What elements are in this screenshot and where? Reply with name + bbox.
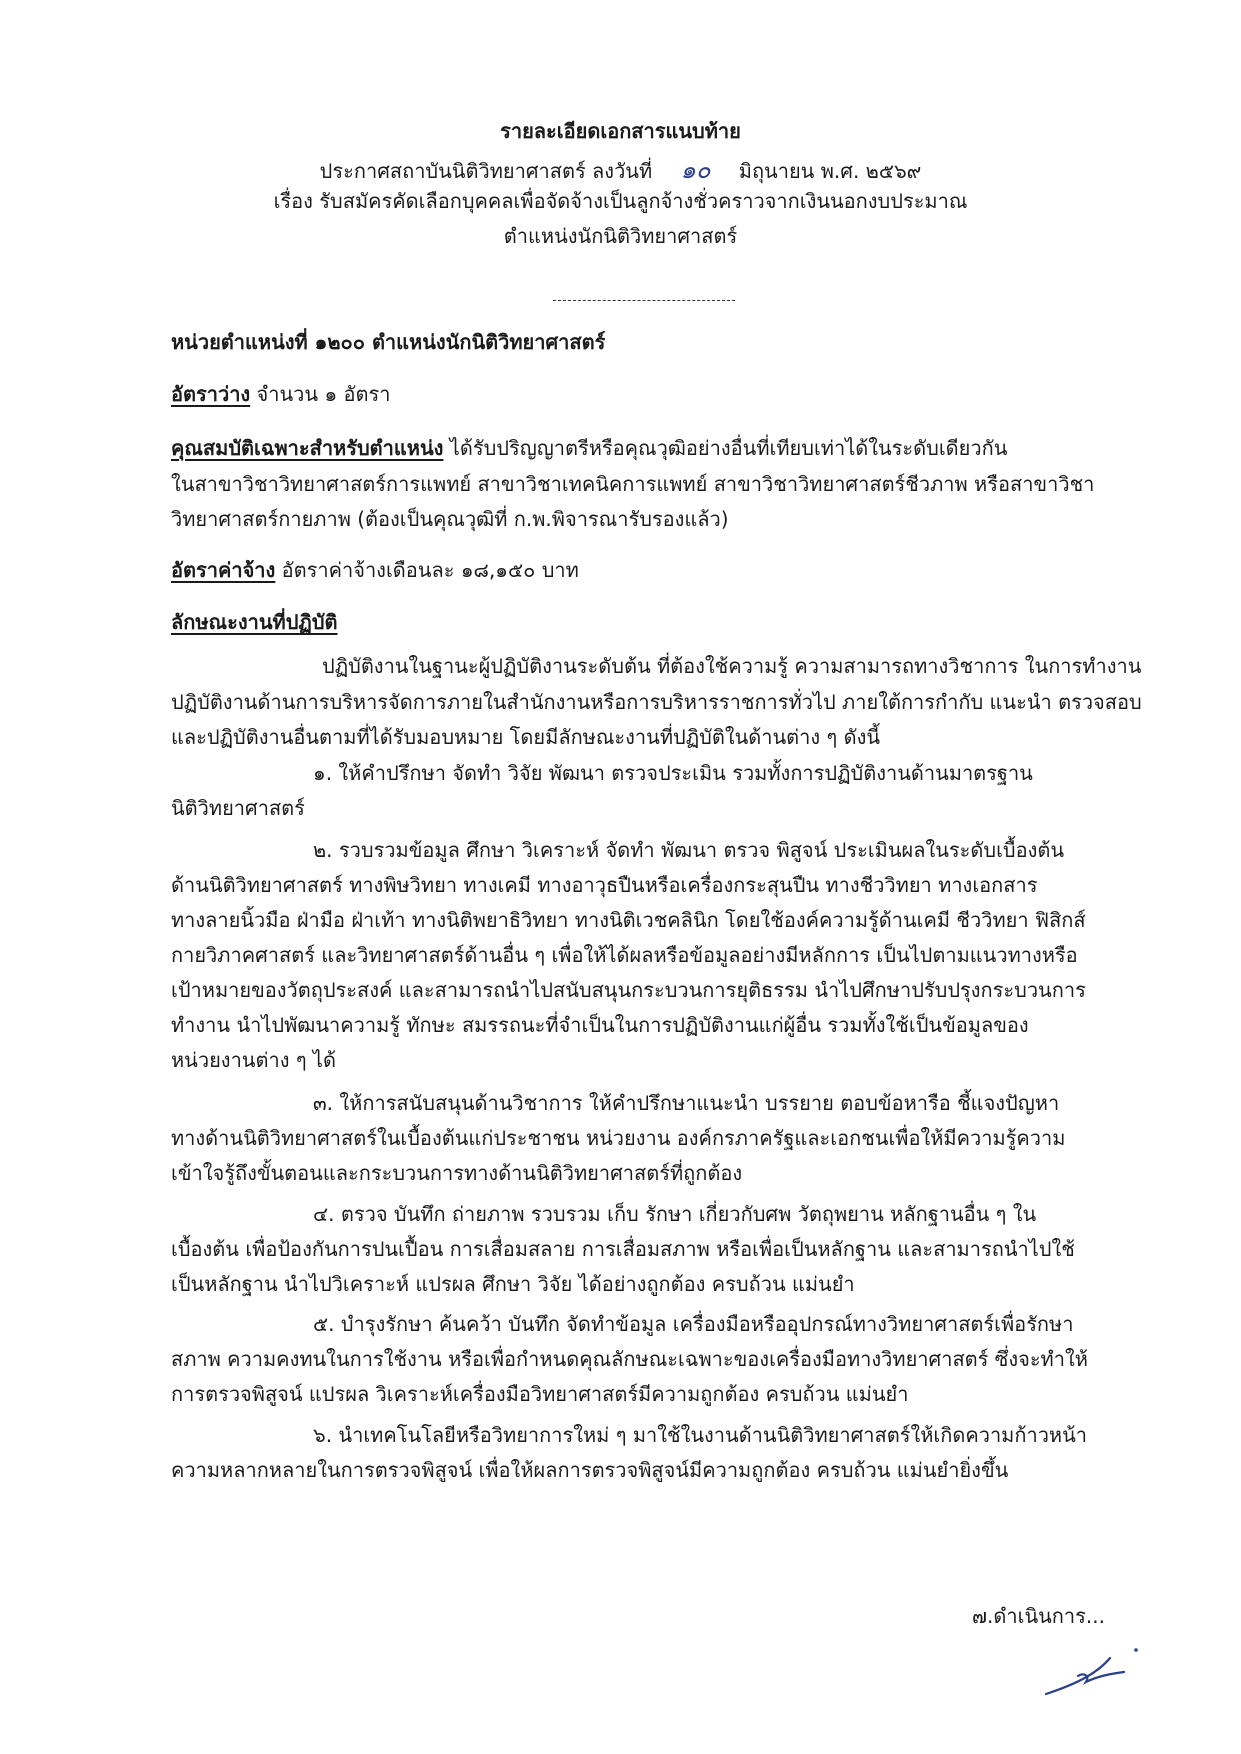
qualification-line-2: ในสาขาวิชาวิทยาศาสตร์การแพทย์ สาขาวิชาเทคนิคการแพทย์ สาขาวิชาวิทยาศาสตร์ชีวภาพ หรือสาขาวิชา <box>171 472 1095 496</box>
item-2-line-1: ๒. รวบรวมข้อมูล ศึกษา วิเคราะห์ จัดทำ พัฒนา ตรวจ พิสูจน์ ประเมินผลในระดับเบื้องต้น <box>313 838 1065 862</box>
position-line: ตำแหน่งนักนิติวิทยาศาสตร์ <box>503 224 738 248</box>
announcement-line <box>0 150 1241 189</box>
item-2-line-4: กายวิภาคศาสตร์ และวิทยาศาสตร์ด้านอื่น ๆ เพื่อให้ได้ผลหรือข้อมูลอย่างมีหลักการ เป็นไปตามแนวทางหรือ <box>171 943 1078 967</box>
item-2-line-5: เป้าหมายของวัตถุประสงค์ และสามารถนำไปสนับสนุนกระบวนการยุติธรรม นำไปศึกษาปรับปรุงกระบวนการ <box>171 978 1086 1002</box>
item-6-line-2: ความหลากหลายในการตรวจพิสูจน์ เพื่อให้ผลการตรวจพิสูจน์มีความถูกต้อง ครบถ้วน แม่นยำยิ่งขึ้น <box>171 1458 1009 1482</box>
intro-line-2: ปฏิบัติงานด้านการบริหารจัดการภายในสำนักงานหรือการบริหารราชการทั่วไป ภายใต้การกำกับ แนะนำ ตรวจสอบ <box>171 690 1142 714</box>
unit-heading: หน่วยตำแหน่งที่ ๑๒๐๐ ตำแหน่งนักนิติวิทยาศาสตร์ <box>171 330 606 354</box>
document-title: รายละเอียดเอกสารแนบท้าย <box>500 119 741 143</box>
signature-mark <box>1040 1636 1150 1706</box>
item-2-line-2: ด้านนิติวิทยาศาสตร์ ทางพิษวิทยา ทางเคมี ทางอาวุธปืนหรือเครื่องกระสุนปืน ทางชีววิทยา ทางเอกสาร <box>171 873 1038 897</box>
duties-heading <box>171 606 338 638</box>
qualification-label: คุณสมบัติเฉพาะสำหรับตำแหน่ง <box>171 436 444 460</box>
item-1-line-2: นิติวิทยาศาสตร์ <box>171 796 305 820</box>
title-divider <box>553 300 735 301</box>
wage-label: อัตราค่าจ้าง <box>171 558 276 582</box>
handwritten-day: ๑๐ <box>680 156 711 184</box>
item-4-line-2: เบื้องต้น เพื่อป้องกันการปนเปื้อน การเสื่อมสลาย การเสื่อมสภาพ หรือเพื่อเป็นหลักฐาน และสามารถนำไปใช้ <box>171 1237 1075 1261</box>
item-5-line-2: สภาพ ความคงทนในการใช้งาน หรือเพื่อกำหนดคุณลักษณะเฉพาะของเครื่องมือทางวิทยาศาสตร์ ซึ่งจะทำให้ <box>171 1347 1088 1371</box>
item-4-line-3: เป็นหลักฐาน นำไปวิเคราะห์ แปรผล ศึกษา วิจัย ได้อย่างถูกต้อง ครบถ้วน แม่นยำ <box>171 1272 855 1296</box>
item-6-line-1: ๖. นำเทคโนโลยีหรือวิทยาการใหม่ ๆ มาใช้ในงานด้านนิติวิทยาศาสตร์ให้เกิดความก้าวหน้า <box>313 1423 1088 1447</box>
item-4-line-1: ๔. ตรวจ บันทึก ถ่ายภาพ รวบรวม เก็บ รักษา เกี่ยวกับศพ วัตถุพยาน หลักฐานอื่น ๆ ใน <box>313 1202 1037 1226</box>
intro-line-3: และปฏิบัติงานอื่นตามที่ได้รับมอบหมาย โดยมีลักษณะงานที่ปฏิบัติในด้านต่าง ๆ ดังนี้ <box>171 725 881 749</box>
qualification-text-1: ได้รับปริญญาตรีหรือคุณวุฒิอย่างอื่นที่เทียบเท่าได้ในระดับเดียวกัน <box>443 436 1008 460</box>
item-3-line-2: ทางด้านนิติวิทยาศาสตร์ในเบื้องต้นแก่ประชาชน หน่วยงาน องค์กรภาครัฐและเอกชนเพื่อให้มีความรู้ความ <box>171 1126 1066 1150</box>
vacancy-line <box>171 378 390 410</box>
item-1-line-1: ๑. ให้คำปรึกษา จัดทำ วิจัย พัฒนา ตรวจประเมิน รวมทั้งการปฏิบัติงานด้านมาตรฐาน <box>313 761 1033 785</box>
intro-line-1: ปฏิบัติงานในฐานะผู้ปฏิบัติงานระดับต้น ที่ต้องใช้ความรู้ ความสามารถทางวิชาการ ในการทำงาน <box>322 654 1142 678</box>
wage-line <box>171 554 579 586</box>
vacancy-text: จำนวน ๑ อัตรา <box>250 382 391 406</box>
vacancy-label: อัตราว่าง <box>171 382 251 406</box>
item-5-line-1: ๕. บำรุงรักษา ค้นคว้า บันทึก จัดทำข้อมูล เครื่องมือหรืออุปกรณ์ทางวิทยาศาสตร์เพื่อรักษา <box>313 1312 1074 1336</box>
qualification-line-3: วิทยาศาสตร์กายภาพ (ต้องเป็นคุณวุฒิที่ ก.พ.พิจารณารับรองแล้ว) <box>171 507 729 531</box>
announcement-month-year: มิถุนายน พ.ศ. ๒๕๖๙ <box>738 159 922 183</box>
duties-heading-label: ลักษณะงานที่ปฏิบัติ <box>171 610 338 634</box>
subject-line: เรื่อง รับสมัครคัดเลือกบุคคลเพื่อจัดจ้างเป็นลูกจ้างชั่วคราวจากเงินนอกงบประมาณ <box>273 189 968 213</box>
item-2-line-3: ทางลายนิ้วมือ ฝ่ามือ ฝ่าเท้า ทางนิติพยาธิวิทยา ทางนิติเวชคลินิก โดยใช้องค์ความรู้ด้านเคมี ชีววิทยา ฟิสิกส์ <box>171 908 1086 932</box>
continuation-note: ๗.ดำเนินการ... <box>972 1604 1105 1628</box>
wage-text: อัตราค่าจ้างเดือนละ ๑๘,๑๕๐ บาท <box>275 558 579 582</box>
item-3-line-1: ๓. ให้การสนับสนุนด้านวิชาการ ให้คำปรึกษาแนะนำ บรรยาย ตอบข้อหารือ ชี้แจงปัญหา <box>313 1091 1060 1115</box>
qualification-line-1 <box>171 432 1007 464</box>
item-2-line-6: ทำงาน นำไปพัฒนาความรู้ ทักษะ สมรรถนะที่จำเป็นในการปฏิบัติงานแก่ผู้อื่น รวมทั้งใช้เป็นข้อมูลของ <box>171 1013 1029 1037</box>
item-5-line-3: การตรวจพิสูจน์ แปรผล วิเคราะห์เครื่องมือวิทยาศาสตร์มีความถูกต้อง ครบถ้วน แม่นยำ <box>171 1382 909 1406</box>
item-2-line-7: หน่วยงานต่าง ๆ ได้ <box>171 1048 336 1072</box>
announcement-prefix: ประกาศสถาบันนิติวิทยาศาสตร์ ลงวันที่ <box>319 159 653 183</box>
item-3-line-3: เข้าใจรู้ถึงขั้นตอนและกระบวนการทางด้านนิติวิทยาศาสตร์ที่ถูกต้อง <box>171 1161 743 1185</box>
